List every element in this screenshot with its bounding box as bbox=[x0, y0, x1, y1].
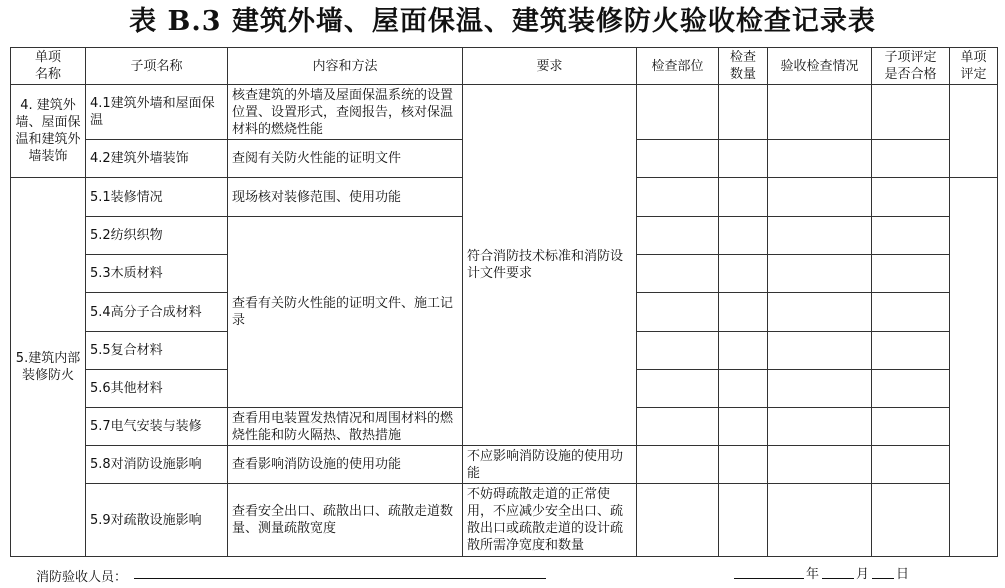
check-quantity-cell[interactable] bbox=[719, 255, 768, 293]
sub-qualified-cell[interactable] bbox=[872, 217, 950, 255]
inspector-label: 消防验收人员： bbox=[36, 570, 128, 585]
signature-footer bbox=[0, 561, 1005, 585]
sub-qualified-cell[interactable] bbox=[872, 85, 950, 140]
common-requirement-cell: 符合消防技术标准和消防设计文件要求 bbox=[463, 85, 637, 446]
materials-method-cell: 查看有关防火性能的证明文件、施工记录 bbox=[228, 217, 463, 408]
requirement-cell: 不应影响消防设施的使用功能 bbox=[463, 446, 637, 484]
sub-item-cell: 4.1建筑外墙和屋面保温 bbox=[86, 85, 228, 140]
method-cell: 核查建筑的外墙及屋面保温系统的设置位置、设置形式，查阅报告，核对保温材料的燃烧性能 bbox=[228, 85, 463, 140]
inspection-status-cell[interactable] bbox=[768, 446, 872, 484]
year-input-line[interactable] bbox=[734, 564, 804, 579]
unit-assessment-cell-4[interactable] bbox=[950, 85, 998, 178]
method-cell: 查看影响消防设施的使用功能 bbox=[228, 446, 463, 484]
sub-qualified-cell[interactable] bbox=[872, 408, 950, 446]
sub-qualified-cell[interactable] bbox=[872, 370, 950, 408]
inspection-status-cell[interactable] bbox=[768, 370, 872, 408]
check-quantity-cell[interactable] bbox=[719, 217, 768, 255]
group-cell-4: 4. 建筑外墙、屋面保温和建筑外墙装饰 bbox=[11, 85, 86, 178]
inspection-record-table bbox=[10, 47, 998, 557]
group-cell-5: 5.建筑内部装修防火 bbox=[11, 178, 86, 557]
check-location-cell[interactable] bbox=[637, 446, 719, 484]
check-location-cell[interactable] bbox=[637, 140, 719, 178]
day-input-line[interactable] bbox=[872, 564, 894, 579]
requirement-cell: 不妨碍疏散走道的正常使用，不应减少安全出口、疏散出口或疏散走道的设计疏散所需净宽度和数量 bbox=[463, 484, 637, 557]
inspection-status-cell[interactable] bbox=[768, 255, 872, 293]
sub-qualified-cell[interactable] bbox=[872, 293, 950, 332]
check-quantity-cell[interactable] bbox=[719, 332, 768, 370]
check-location-cell[interactable] bbox=[637, 293, 719, 332]
inspection-status-cell[interactable] bbox=[768, 217, 872, 255]
inspector-signature-line[interactable] bbox=[134, 564, 546, 579]
table-row bbox=[11, 85, 998, 140]
check-location-cell[interactable] bbox=[637, 85, 719, 140]
check-quantity-cell[interactable] bbox=[719, 178, 768, 217]
sub-item-cell: 5.7电气安装与装修 bbox=[86, 408, 228, 446]
sub-item-cell: 5.9对疏散设施影响 bbox=[86, 484, 228, 557]
table-row bbox=[11, 446, 998, 484]
check-quantity-cell[interactable] bbox=[719, 85, 768, 140]
header-unit-item: 单项 名称 bbox=[11, 48, 86, 85]
header-unit-assessment: 单项 评定 bbox=[950, 48, 998, 85]
sub-qualified-cell[interactable] bbox=[872, 140, 950, 178]
check-location-cell[interactable] bbox=[637, 217, 719, 255]
inspection-status-cell[interactable] bbox=[768, 484, 872, 557]
check-quantity-cell[interactable] bbox=[719, 408, 768, 446]
sub-qualified-cell[interactable] bbox=[872, 178, 950, 217]
method-cell: 现场核对装修范围、使用功能 bbox=[228, 178, 463, 217]
table-row bbox=[11, 484, 998, 557]
month-input-line[interactable] bbox=[822, 564, 854, 579]
check-quantity-cell[interactable] bbox=[719, 140, 768, 178]
inspection-status-cell[interactable] bbox=[768, 332, 872, 370]
header-check-quantity: 检查 数量 bbox=[719, 48, 768, 85]
header-inspection-status: 验收检查情况 bbox=[768, 48, 872, 85]
header-sub-item: 子项名称 bbox=[86, 48, 228, 85]
sub-qualified-cell[interactable] bbox=[872, 255, 950, 293]
year-label: 年 bbox=[806, 567, 820, 582]
sub-item-cell: 5.5复合材料 bbox=[86, 332, 228, 370]
inspection-status-cell[interactable] bbox=[768, 408, 872, 446]
inspection-status-cell[interactable] bbox=[768, 293, 872, 332]
check-location-cell[interactable] bbox=[637, 408, 719, 446]
check-quantity-cell[interactable] bbox=[719, 484, 768, 557]
sub-item-cell: 5.4高分子合成材料 bbox=[86, 293, 228, 332]
header-requirement: 要求 bbox=[463, 48, 637, 85]
check-quantity-cell[interactable] bbox=[719, 370, 768, 408]
header-sub-qualified: 子项评定 是否合格 bbox=[872, 48, 950, 85]
check-location-cell[interactable] bbox=[637, 370, 719, 408]
sub-item-cell: 5.8对消防设施影响 bbox=[86, 446, 228, 484]
table-header-row bbox=[11, 48, 998, 85]
unit-assessment-cell-5[interactable] bbox=[950, 178, 998, 557]
sub-item-cell: 4.2建筑外墙装饰 bbox=[86, 140, 228, 178]
method-cell: 查看安全出口、疏散出口、疏散走道数量、测量疏散宽度 bbox=[228, 484, 463, 557]
sub-item-cell: 5.3木质材料 bbox=[86, 255, 228, 293]
check-quantity-cell[interactable] bbox=[719, 293, 768, 332]
sub-item-cell: 5.1装修情况 bbox=[86, 178, 228, 217]
method-cell: 查看用电装置发热情况和周围材料的燃烧性能和防火隔热、散热措施 bbox=[228, 408, 463, 446]
inspection-status-cell[interactable] bbox=[768, 140, 872, 178]
sub-qualified-cell[interactable] bbox=[872, 484, 950, 557]
page-title: 表 B.3 建筑外墙、屋面保温、建筑装修防火验收检查记录表 bbox=[129, 6, 876, 37]
check-location-cell[interactable] bbox=[637, 484, 719, 557]
month-label: 月 bbox=[856, 567, 870, 582]
sub-item-cell: 5.6其他材料 bbox=[86, 370, 228, 408]
method-cell: 查阅有关防火性能的证明文件 bbox=[228, 140, 463, 178]
sub-qualified-cell[interactable] bbox=[872, 446, 950, 484]
day-label: 日 bbox=[896, 567, 910, 582]
inspection-status-cell[interactable] bbox=[768, 85, 872, 140]
header-check-location: 检查部位 bbox=[637, 48, 719, 85]
check-quantity-cell[interactable] bbox=[719, 446, 768, 484]
check-location-cell[interactable] bbox=[637, 255, 719, 293]
sub-item-cell: 5.2纺织织物 bbox=[86, 217, 228, 255]
inspection-status-cell[interactable] bbox=[768, 178, 872, 217]
check-location-cell[interactable] bbox=[637, 332, 719, 370]
sub-qualified-cell[interactable] bbox=[872, 332, 950, 370]
header-content-method: 内容和方法 bbox=[228, 48, 463, 85]
check-location-cell[interactable] bbox=[637, 178, 719, 217]
